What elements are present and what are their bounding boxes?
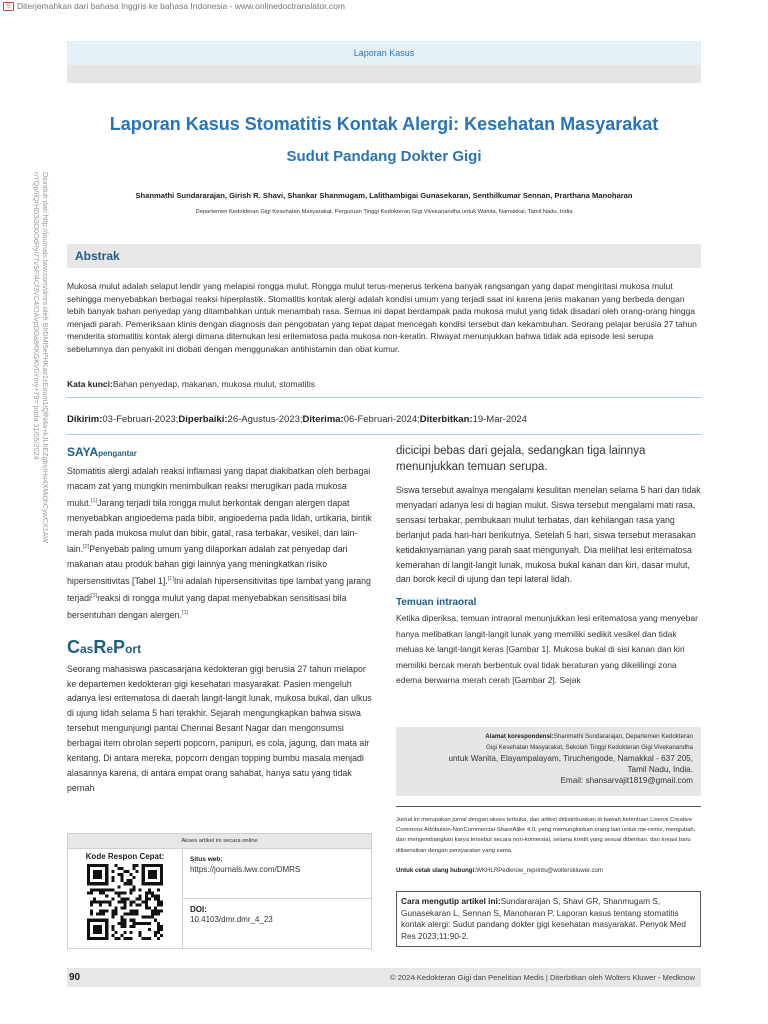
- page-number: 90: [69, 972, 81, 983]
- accepted-date: 06-Februari-2024;: [343, 414, 420, 425]
- citation-ref[interactable]: [3]: [90, 593, 98, 600]
- published-date: 19-Mar-2024: [472, 414, 527, 425]
- correspondence-label: Alamat korespondensi:: [485, 733, 554, 740]
- doi-link[interactable]: 10.4103/dmr.dmr_4_23: [190, 915, 273, 924]
- translator-doc-icon[interactable]: ⎘: [3, 2, 14, 11]
- accepted-label: Diterima:: [302, 414, 344, 425]
- correspondence-line: Tamil Nadu, India.: [627, 765, 693, 774]
- access-online-body: [68, 849, 371, 948]
- correspondence-box: [396, 727, 701, 796]
- citation-ref[interactable]: [1]: [167, 576, 174, 583]
- case-report-heading-part: ort: [125, 641, 142, 656]
- website-cell: [183, 849, 371, 898]
- intro-text-b: Jarang terjadi bila rongga mulut berkontak dengan alergen dapat menyebabkan angioedema pada bibir, angioedema pada lidah, urtikaria, bintik merah pada mukosa mulut dan bibir, gatal, rasa terbakar, vesikel, dan lain-lain.: [67, 497, 372, 555]
- correspondence-address: [404, 732, 693, 753]
- divider: [67, 434, 701, 435]
- citation-ref[interactable]: [1]: [90, 497, 98, 504]
- published-label: Diterbitkan:: [419, 414, 473, 425]
- access-online-heading: Akses artikel ini secara online: [181, 838, 258, 844]
- intro-text-e: reaksi di rongga mulut yang dapat menyebabkan sensitisasi bila bersentuhan dengan alergen.: [67, 592, 347, 620]
- doi-label: DOI:: [190, 905, 207, 914]
- license-text: Jurnal ini merupakan jurnal dengan akses terbuka, dan artikel didistribusikan di bawah ketentuan Lisensi Creative Commons Attribution-NonCommercial-ShareAlike 4.0, yang memungkinkan orang lain untuk me-remix, mengubah, dan mengembangkan karya tersebut secara non-komersial, selama kredit yang sesuai diberikan. dan kreasi baru dilisensikan dengan persyaratan yang sama.: [396, 817, 696, 854]
- article-authors: Shanmathi Sundararajan, Girish R. Shavi, Shankar Shanmugam, Lalithambigai Gunasekaran, Senthilkumar Sennan, Prarthana Manoharan: [135, 191, 633, 200]
- intraoral-heading: Temuan intraoral: [396, 597, 477, 609]
- website-label: Situs web:: [190, 856, 223, 863]
- access-online-heading-bar: [68, 834, 371, 849]
- journal-band-label-area: [67, 41, 701, 65]
- case-report-heading-part: as: [80, 641, 94, 656]
- journal-band: [67, 41, 701, 83]
- continued-text: dicicipi bebas dari gejala, sedangkan tiga lainnya menunjukkan temuan serupa.: [396, 445, 646, 473]
- divider: [67, 397, 701, 398]
- article-subtitle: Sudut Pandang Dokter Gigi: [286, 148, 482, 165]
- translator-link[interactable]: Diterjemahkan dari bahasa Inggris ke bahasa Indonesia - www.onlinedoctranslator.com: [17, 1, 345, 11]
- case-report-text: Seorang mahasiswa pascasarjana kedokteran gigi berusia 27 tahun melapor ke departemen kedokteran gigi kesehatan masyarakat. Pasien mengeluh adanya lesi eritematosa di daerah langit-langit lunak, mukosa bukal, dan ulkus di ujung lidah selama 5 hari terakhir. Sejarah mengungkapkan bahwa siswa tersebut mengunjungi pantai Chennai Besant Nagar dan mengonsumsi berbagai item obrolan seperti popcorn, panipuri, es cola, jagung, dan mata air kentang. Di antara mereka, popcorn dengan topping bumbu masala menjadi alasannya karena, di antara empat orang sahabat, hanya satu yang tidak pernah: [67, 663, 372, 793]
- correspondence-line: untuk Wanita, Elayampalayam, Tiruchengode, Namakkal - 637 205,: [448, 754, 693, 763]
- abstract-heading: Abstrak: [75, 249, 120, 263]
- journal-band-grey: [67, 65, 701, 83]
- case-report-heading-part: C: [67, 636, 80, 657]
- revised-date: 26-Agustus-2023;: [227, 414, 303, 425]
- left-column: [67, 445, 372, 796]
- side-download-note: [22, 172, 52, 622]
- symptoms-paragraph: Siswa tersebut awalnya mengalami kesulitan menelan selama 5 hari dan tidak menyadari adanya lesi di bagian mulut. Siswa tersebut mengalami mati rasa, sensasi terbakar, pembukaan mulut terbatas, dan kehilangan rasa yang berlanjut pada hari-hari berikutnya. Setelah 5 hari, siswa tersebut merasakan ketidaknyamanan yang parah saat mengunyah. Dia melihat lesi eritematosa kemerahan di langit-langit lunak, mukosa bukal kanan dan kiri, dasar mulut, dan borok kecil di ujung dan tepi lateral lidah.: [396, 485, 701, 585]
- qr-label: Kode Respon Cepat:: [85, 852, 165, 861]
- website-link[interactable]: https://journals.lww.com/DMRS: [190, 865, 301, 874]
- email-link[interactable]: shansarvajit1819@gmail.com: [585, 776, 693, 785]
- intro-text-c: Penyebab paling umum yang dilaporkan adalah zat penyedap dari makanan atau produk bahan gigi lainnya yang meningkatkan risiko hipersensitivitas [Tabel 1].: [67, 544, 348, 587]
- case-report-heading-part: R: [93, 636, 107, 657]
- doi-cell: [183, 898, 371, 948]
- email-label: Email:: [560, 776, 584, 785]
- translator-bar: [0, 0, 345, 12]
- revised-label: Diperbaiki:: [178, 414, 228, 425]
- qr-column: [68, 849, 183, 948]
- footer-copyright: © 2024 Kedokteran Gigi dan Penelitian Medis | Diterbitkan oleh Wolters Kluwer - Medknow: [389, 973, 695, 982]
- reprints-info: [396, 867, 701, 874]
- side-download-text: Diunduh dari http://journals.lww.com/dmrs oleh BhDMf5ePHKav1zEoum1tQfN4a+kJLhEZgbsIHo4XMi0hCywCX1AW nYQp/IlQrHD3i3D0OdRyi7TvSFl4Cf3VC4/OAVpDDa8KKGKV0Ymy+78= pada 31/05/2024: [32, 172, 50, 544]
- article-affiliation: Departemen Kedokteran Gigi Kesehatan Masyarakat, Perguruan Tinggi Kedokteran Gigi Vivekanandha untuk Wanita, Namakkal, Tamil Nadu, India: [195, 209, 573, 215]
- intro-paragraph: [67, 464, 372, 623]
- keywords-label: Kata kunci:: [67, 379, 113, 389]
- received-label: Dikirim:: [67, 414, 103, 425]
- keywords-value: Bahan penyedap, makanan, mukosa mulut, stomatitis: [112, 379, 316, 389]
- citation-text: Sundararajan S, Shavi GR, Shanmugam S, Gunasekaran L, Sennan S, Manoharan P. Laporan kasus tentang stomatitis kontak alergi: Sudut pandang dokter gigi kesehatan masyarakat. Penyok Med Res 2023;11:90-2.: [401, 896, 687, 941]
- qr-code-icon[interactable]: [87, 864, 163, 940]
- correspondence-line: Gigi Kesehatan Masyarakat, Sekolah Tinggi Kedokteran Gigi Vivekanandha: [486, 743, 693, 751]
- citation-label: Cara mengutip artikel ini:: [401, 896, 501, 906]
- correspondence-line: Shanmathi Sundararajan, Departemen Kedokteran: [553, 733, 693, 740]
- citation-box: [396, 891, 701, 947]
- intro-text-d: Ini adalah hipersensitivitas tipe lambat yang jarang terjadi: [67, 576, 371, 603]
- access-info-column: [183, 849, 371, 948]
- received-date: 03-Februari-2023;: [102, 414, 179, 425]
- citation-ref[interactable]: [1]: [181, 609, 189, 616]
- case-report-heading-part: e: [106, 641, 114, 656]
- reprints-label: Untuk cetak ulang hubungi:: [396, 867, 477, 874]
- access-online-box: [67, 833, 372, 949]
- case-report-heading: [67, 637, 372, 658]
- abstract-heading-bar: [67, 244, 701, 268]
- intro-heading-small: pengantar: [98, 449, 137, 458]
- article-title: Laporan Kasus Stomatitis Kontak Alergi: Kesehatan Masyarakat: [109, 114, 659, 134]
- article-dates: [67, 414, 701, 425]
- citation-ref[interactable]: [2]: [83, 544, 90, 551]
- right-column: [396, 443, 701, 689]
- page-footer: [67, 968, 701, 987]
- correspondence-email: [404, 775, 693, 786]
- intro-heading: [67, 445, 372, 459]
- abstract-text: Mukosa mulut adalah selaput lendir yang melapisi rongga mulut. Rongga mulut terus-menerus terkena banyak rangsangan yang dapat mengiritasi mukosa mulut sehingga menyebabkan berbagai reaksi hiperplastik. Stomatitis kontak alergi adalah kondisi umum yang terjadi saat ini karena jenis makanan yang berbeda dengan lebih banyak bahan penyedap yang ditambahkan untuk menambah rasa. Semua ini dapat berdampak pada mukosa mulut yang tidak disadari oleh orang-orang hingga menjadi parah. Pemeriksaan klinis dengan diagnosis dan pengobatan yang tepat dapat mencegah kondisi tersebut dan kekambuhan. Seorang pelajar berusia 27 tahun menderita stomatitis kontak alergi dimana ditemukan lesi eritematosa pada mukosa non-keratin. Riwayat menunjukkan bahwa tidak ada episode lesi serupa sebelumnya dan penyakit ini diobati dengan menggunakan antihistamin dan obat kumur.: [67, 281, 697, 354]
- intraoral-text: Ketika diperiksa, temuan intraoral menunjukkan lesi eritematosa yang menyebar hanya melibatkan langit-langit lunak yang memiliki sedikit vesikel dan tidak meluas ke langit-langit keras [Gambar 1]. Mukosa bukal di sisi kanan dan kiri memiliki bercak merah berbentuk oval tidak beraturan yang dikelilingi zona edema berwarna merah cerah [Gambar 2]. Sejak: [396, 613, 698, 686]
- divider: [396, 806, 701, 807]
- intro-heading-main: SAYA: [67, 445, 99, 459]
- keywords: [67, 379, 701, 389]
- article-type-label: Laporan Kasus: [353, 48, 415, 58]
- case-report-heading-part: P: [113, 636, 126, 657]
- intro-text-a: Stomatitis alergi adalah reaksi inflamasi yang dapat diakibatkan oleh berbagai macam zat yang mungkin menimbulkan reaksi merugikan pada mukosa mulut.: [67, 466, 371, 508]
- reprints-contact[interactable]: WKHLRPedknow_reprints@wolterskluwer.com: [476, 867, 603, 874]
